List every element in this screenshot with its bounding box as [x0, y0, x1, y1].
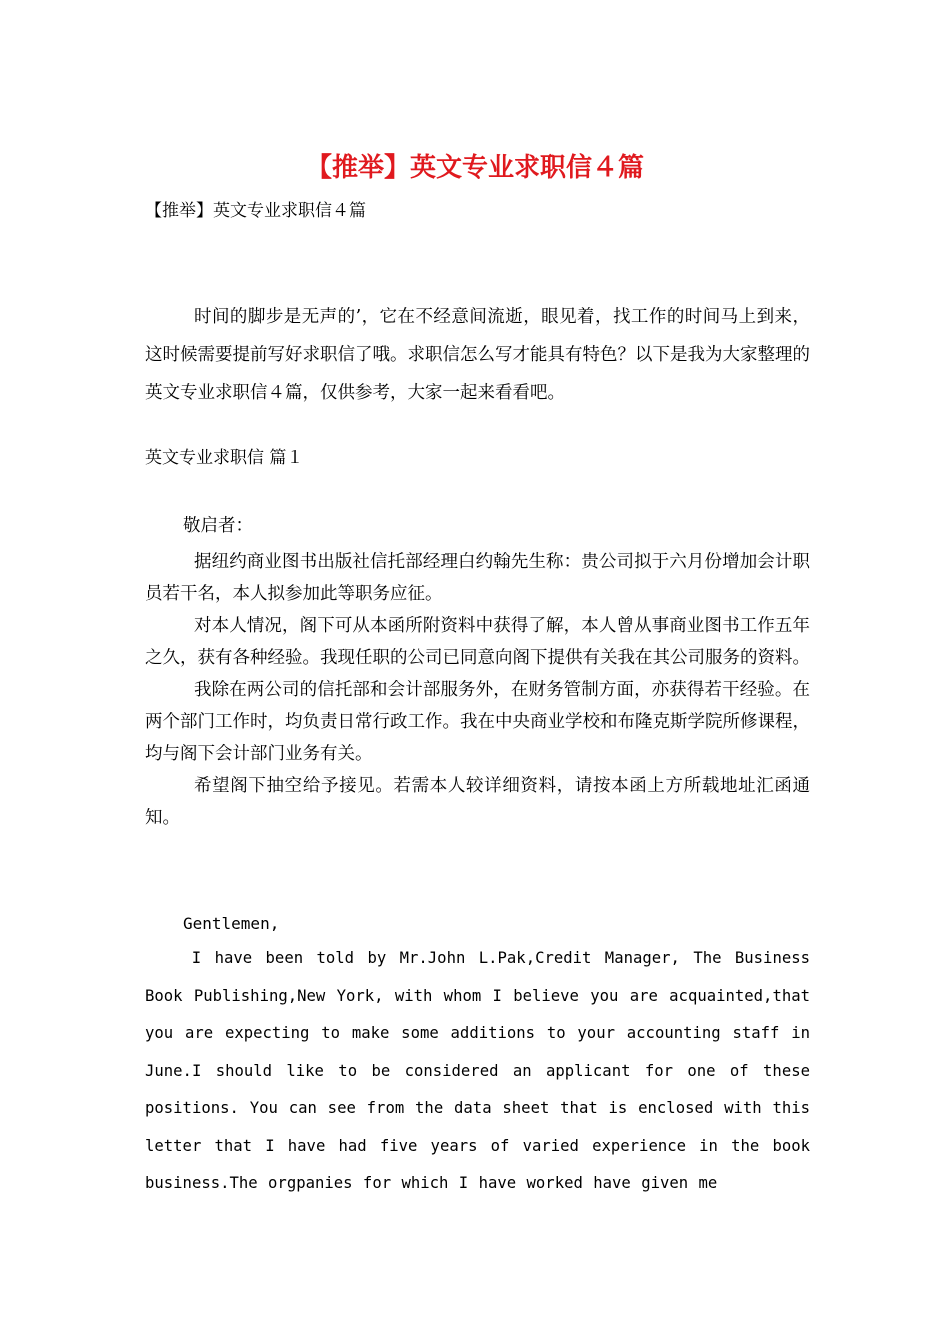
chinese-letter-body: [145, 546, 810, 834]
intro-paragraph: 时间的脚步是无声的’，它在不经意间流逝，眼见着，找工作的时间马上到来，这时候需要提前写好求职信了哦。求职信怎么写才能具有特色？以下是我为大家整理的英文专业求职信４篇，仅供参考，大家一起来看看吧。: [145, 307, 810, 403]
document-subtitle: 【推举】英文专业求职信４篇: [145, 201, 366, 221]
document-title: 【推举】英文专业求职信４篇: [305, 153, 644, 183]
letter-paragraph: 希望阁下抽空给予接见。若需本人较详细资料，请按本函上方所载地址汇函通知。: [145, 776, 810, 828]
salutation-chinese: 敬启者：: [183, 516, 253, 536]
letter-paragraph: 据纽约商业图书出版社信托部经理白约翰先生称：贵公司拟于六月份增加会计职员若干名，本人拟参加此等职务应征。: [145, 552, 810, 604]
salutation-english: Gentlemen,: [183, 914, 280, 933]
letter-paragraph: 我除在两公司的信托部和会计部服务外，在财务管制方面，亦获得若干经验。在两个部门工作时，均负责日常行政工作。我在中央商业学校和布隆克斯学院所修课程，均与阁下会计部门业务有关。: [145, 680, 810, 764]
english-letter-body: I have been told by Mr.John L.Pak,Credit Manager, The Business Book Publishing,New York, with whom I believe you are acquainted,that you are expecting to make some additions to your accounting staff in June.I should like to be considered an applicant for one of these positions. You can see from the data sheet that is enclosed with this letter that I have had five years of varied experience in the book business.The orgpanies for which I have worked have given me: [145, 949, 810, 1192]
section-heading-1: 英文专业求职信 篇１: [145, 448, 304, 468]
letter-paragraph: 对本人情况，阁下可从本函所附资料中获得了解，本人曾从事商业图书工作五年之久，获有各种经验。我现任职的公司已同意向阁下提供有关我在其公司服务的资料。: [145, 616, 810, 668]
